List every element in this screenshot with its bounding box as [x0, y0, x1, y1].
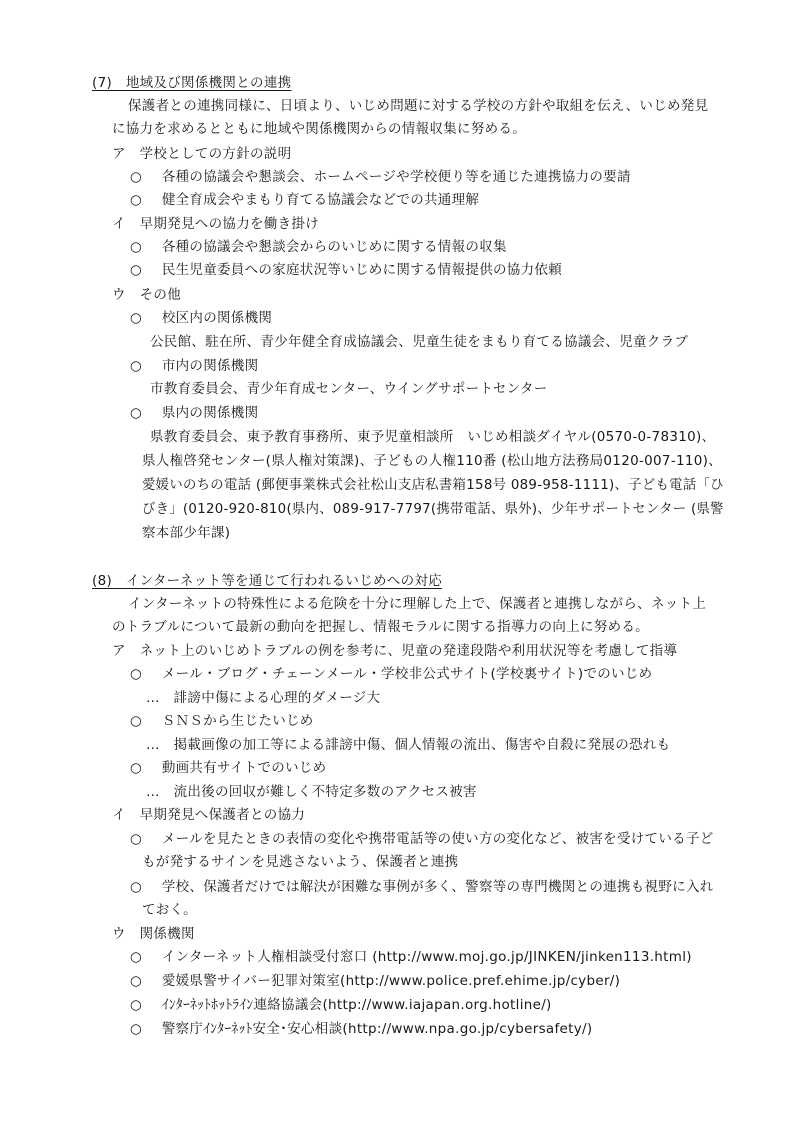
circle-bullet-icon: ○ [130, 666, 143, 682]
list-item-note: … 掲載画像の加工等による誹謗中傷、個人情報の流出、傷害や自殺に発展の恐れも [146, 737, 671, 753]
section-8-heading: (8) インターネット等を通じて行われるいじめへの対応 [92, 573, 443, 589]
list-item-continuation: ておく。 [142, 902, 197, 918]
section-8a-label: ア ネット上のいじめトラブルの例を参考に、児童の発達段階や利用状況等を考慮して指導 [112, 643, 678, 659]
list-item: ○ 学校、保護者だけでは解決が困難な事例が多く、警察等の専門機関との連携も視野に入れ [130, 879, 714, 895]
agency-list-text: 県教育委員会、東予教育事務所、東予児童相談所 いじめ相談ダイヤル(0570-0-78310)、 [150, 429, 716, 445]
list-item: ○ ｲﾝﾀｰﾈｯﾄﾎｯﾄﾗｲﾝ連絡協議会(http://www.iajapan.org.hotline/) [130, 997, 552, 1013]
list-item: ○ メールを見たときの表情の変化や携帯電話等の使い方の変化など、被害を受けている子ど [130, 831, 714, 847]
circle-bullet-icon: ○ [130, 169, 143, 185]
list-item: ○ 警察庁ｲﾝﾀｰﾈｯﾄ安全･安心相談(http://www.npa.go.jp/cybersafety/) [130, 1021, 593, 1037]
circle-bullet-icon: ○ [130, 973, 143, 989]
section-8-intro-line-1: インターネットの特殊性による危険を十分に理解した上で、保護者と連携しながら、ネット上 [128, 596, 707, 612]
section-7a-label: ア 学校としての方針の説明 [112, 146, 292, 162]
list-item-note: … 流出後の回収が難しく不特定多数のアクセス被害 [146, 784, 477, 800]
list-item-continuation: もが発するサインを見逃さないよう、保護者と連携 [142, 854, 459, 870]
list-item-note: … 誹謗中傷による心理的ダメージ大 [146, 690, 381, 706]
agency-list-text: びき」(0120-920-810(県内、089-917-7797(携帯電話、県外)、少年サポートセンター (県警 [142, 501, 724, 517]
section-7b-label: イ 早期発見への協力を働き掛け [112, 216, 319, 232]
circle-bullet-icon: ○ [130, 405, 143, 421]
circle-bullet-icon: ○ [130, 192, 143, 208]
agency-list-text: 県人権啓発センター(県人権対策課)、子どもの人権110番 (松山地方法務局0120-007-110)、 [142, 453, 723, 469]
circle-bullet-icon: ○ [130, 831, 143, 847]
list-item: ○ 各種の協議会や懇談会、ホームページや学校便り等を通じた連携協力の要請 [130, 169, 631, 185]
circle-bullet-icon: ○ [130, 262, 143, 278]
list-item: ○ 市内の関係機関 [130, 358, 259, 374]
list-item: ○ インターネット人権相談受付窓口 (http://www.moj.go.jp/JINKEN/jinken113.html) [130, 949, 692, 965]
section-8b-label: イ 早期発見へ保護者との協力 [112, 807, 306, 823]
section-7c-label: ウ その他 [112, 287, 181, 303]
list-item: ○ 各種の協議会や懇談会からのいじめに関する情報の収集 [130, 239, 507, 255]
agency-list-text: 市教育委員会、青少年育成センター、ウイングサポートセンター [150, 381, 548, 397]
circle-bullet-icon: ○ [130, 760, 143, 776]
circle-bullet-icon: ○ [130, 310, 143, 326]
circle-bullet-icon: ○ [130, 1021, 143, 1037]
circle-bullet-icon: ○ [130, 239, 143, 255]
list-item: ○ 校区内の関係機関 [130, 310, 273, 326]
agency-list-text: 公民館、駐在所、青少年健全育成協議会、児童生徒をまもり育てる協議会、児童クラブ [150, 334, 689, 350]
circle-bullet-icon: ○ [130, 358, 143, 374]
section-7-heading: (7) 地域及び関係機関との連携 [92, 75, 292, 91]
circle-bullet-icon: ○ [130, 713, 143, 729]
circle-bullet-icon: ○ [130, 949, 143, 965]
list-item: ○ 県内の関係機関 [130, 405, 259, 421]
circle-bullet-icon: ○ [130, 879, 143, 895]
section-7-intro-line-1: 保護者との連携同様に、日頃より、いじめ問題に対する学校の方針や取組を伝え、いじめ発見 [128, 98, 709, 114]
list-item: ○ 動画共有サイトでのいじめ [130, 760, 327, 776]
list-item: ○ メール・ブログ・チェーンメール・学校非公式サイト(学校裏サイト)でのいじめ [130, 666, 653, 682]
list-item: ○ 民生児童委員への家庭状況等いじめに関する情報提供の協力依頼 [130, 262, 563, 278]
agency-list-text: 察本部少年課) [142, 525, 231, 541]
agency-list-text: 愛媛いのちの電話 (郵便事業株式会社松山支店私書箱158号 089-958-1111)、子ども電話「ひ [142, 477, 724, 493]
list-item: ○ 健全育成会やまもり育てる協議会などでの共通理解 [130, 192, 480, 208]
section-7-intro-line-2: に協力を求めるとともに地域や関係機関からの情報収集に努める。 [112, 121, 526, 137]
list-item: ○ ＳＮＳから生じたいじめ [130, 713, 314, 729]
list-item: ○ 愛媛県警サイバー犯罪対策室(http://www.police.pref.ehime.jp/cyber/) [130, 973, 621, 989]
section-8-intro-line-2: のトラブルについて最新の動向を把握し、情報モラルに関する指導力の向上に努める。 [112, 619, 649, 635]
circle-bullet-icon: ○ [130, 997, 143, 1013]
section-8c-label: ウ 関係機関 [112, 926, 195, 942]
